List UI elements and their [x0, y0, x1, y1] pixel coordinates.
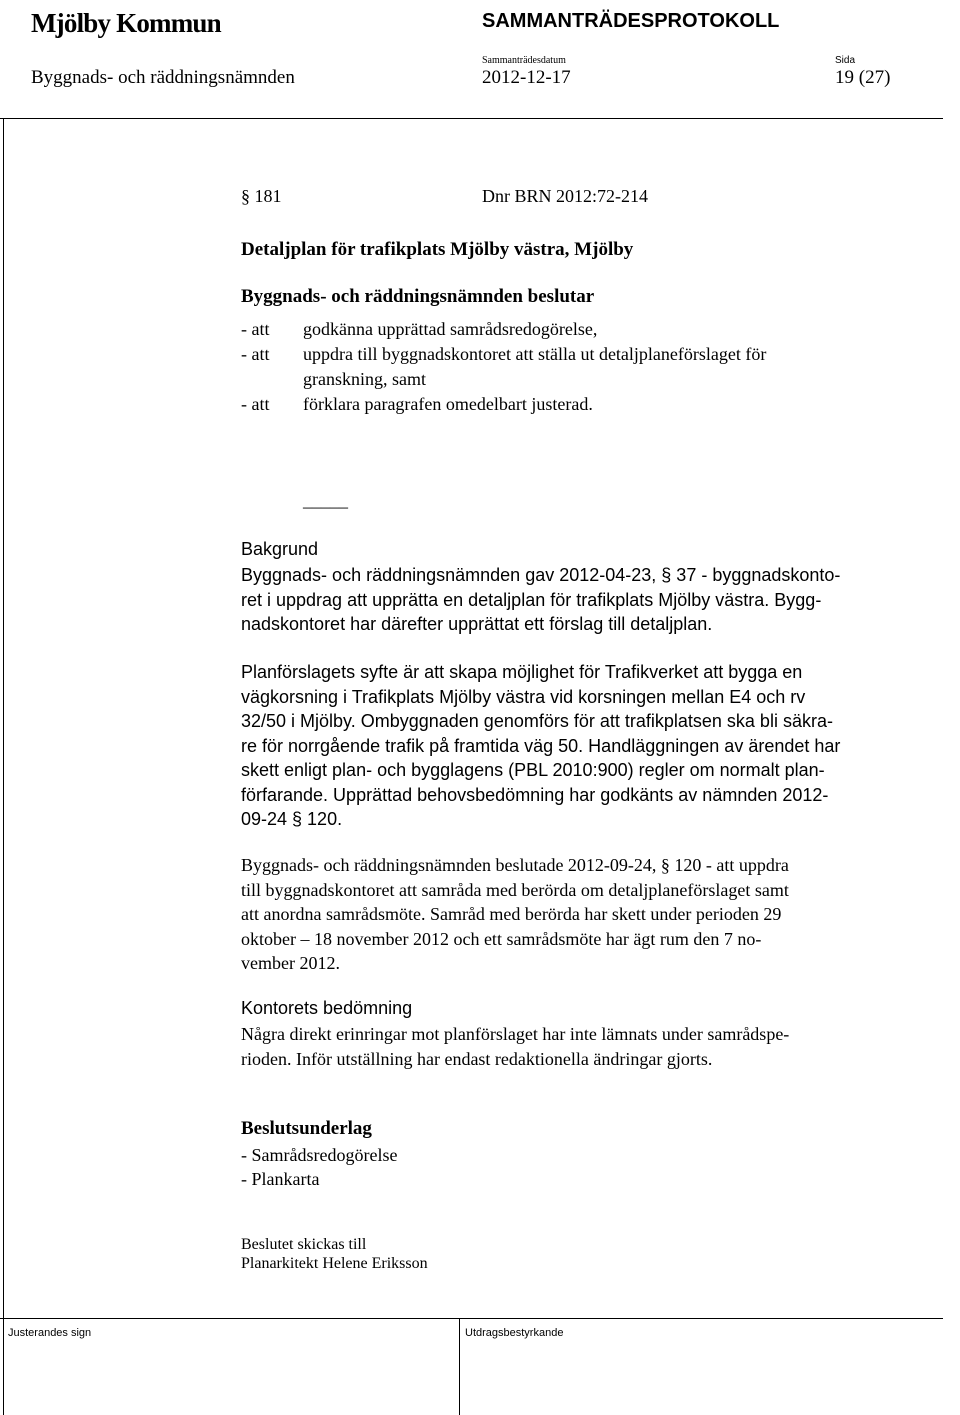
- text-line: till byggnadskontoret att samråda med berörda om detaljplaneförslaget samt: [241, 879, 789, 900]
- meeting-date: 2012-12-17: [482, 67, 571, 88]
- consultation-paragraph: [241, 853, 886, 976]
- text-line: Byggnads- och räddningsnämnden gav 2012-04-23, § 37 - byggnadskonto-: [241, 565, 841, 585]
- decision-item-text: förklara paragrafen omedelbart justerad.: [303, 394, 593, 414]
- distribution-recipient: Planarkitekt Helene Eriksson: [241, 1255, 428, 1272]
- text-line: ret i uppdrag att upprätta en detaljplan för trafikplats Mjölby västra. Bygg-: [241, 589, 822, 610]
- section-separator: _____: [303, 490, 348, 510]
- text-line: skett enligt plan- och bygglagens (PBL 2010:900) regler om normalt plan-: [241, 760, 825, 780]
- paragraph-number: § 181: [241, 186, 282, 206]
- decision-item-text: uppdra till byggnadskontoret att ställa ut detaljplaneförslaget för: [303, 344, 767, 364]
- text-line: Några direkt erinringar mot planförslaget har inte lämnats under samrådspe-: [241, 1024, 790, 1044]
- text-line: re för norrgående trafik på framtida väg 50. Handläggningen av ärendet har: [241, 735, 841, 756]
- decision-heading: Byggnads- och räddningsnämnden beslutar: [241, 286, 595, 307]
- text-line: Planförslagets syfte är att skapa möjlighet för Trafikverket att bygga en: [241, 662, 803, 682]
- text-line: förfarande. Upprättad behovsbedömning har godkänts av nämnden 2012-: [241, 784, 829, 805]
- background-heading: Bakgrund: [241, 539, 319, 559]
- text-line: rioden. Inför utställning har endast redaktionella ändringar gjorts.: [241, 1048, 713, 1069]
- left-margin-rule: [3, 119, 4, 1415]
- decision-item-text: granskning, samt: [303, 369, 426, 389]
- basis-item: - Plankarta: [241, 1169, 320, 1189]
- text-line: 32/50 i Mjölby. Ombyggnaden genomförs för att trafikplatsen ska bli säkra-: [241, 711, 833, 731]
- assessment-text: [241, 1022, 886, 1071]
- footer-divider: [459, 1318, 460, 1415]
- purpose-paragraph: [241, 660, 886, 832]
- decision-item-label: - att: [241, 319, 270, 339]
- page-label: Sida: [835, 55, 856, 66]
- text-line: vember 2012.: [241, 953, 340, 973]
- header-rule: [0, 118, 943, 119]
- background-text: [241, 563, 886, 637]
- basis-heading: Beslutsunderlag: [241, 1118, 372, 1139]
- page-number: 19 (27): [835, 67, 891, 88]
- committee-name: Byggnads- och räddningsnämnden: [31, 67, 295, 88]
- text-line: att anordna samrådsmöte. Samråd med berörda har skett under perioden 29: [241, 904, 782, 924]
- case-title: Detaljplan för trafikplats Mjölby västra, Mjölby: [241, 239, 634, 260]
- distribution-heading: Beslutet skickas till: [241, 1236, 367, 1253]
- text-line: nadskontoret har därefter upprättat ett förslag till detaljplan.: [241, 614, 713, 634]
- text-line: Byggnads- och räddningsnämnden beslutade 2012-09-24, § 120 - att uppdra: [241, 855, 789, 875]
- decision-item-label: - att: [241, 344, 270, 364]
- text-line: vägkorsning i Trafikplats Mjölby västra vid korsningen mellan E4 och rv: [241, 686, 806, 707]
- assessment-heading: Kontorets bedömning: [241, 998, 413, 1018]
- diary-number: Dnr BRN 2012:72-214: [482, 186, 648, 206]
- footer-rule: [0, 1318, 943, 1319]
- document-type-title: SAMMANTRÄDESPROTOKOLL: [482, 10, 780, 32]
- organization-name: Mjölby Kommun: [31, 8, 221, 38]
- extract-label: Utdragsbestyrkande: [465, 1327, 564, 1339]
- decision-item-label: - att: [241, 394, 270, 414]
- signer-label: Justerandes sign: [8, 1327, 92, 1339]
- basis-item: - Samrådsredogörelse: [241, 1145, 398, 1165]
- text-line: oktober – 18 november 2012 och ett samrådsmöte har ägt rum den 7 no-: [241, 928, 762, 949]
- meeting-date-label: Sammanträdesdatum: [482, 55, 566, 66]
- text-line: 09-24 § 120.: [241, 809, 343, 829]
- decision-item-text: godkänna upprättad samrådsredogörelse,: [303, 319, 598, 339]
